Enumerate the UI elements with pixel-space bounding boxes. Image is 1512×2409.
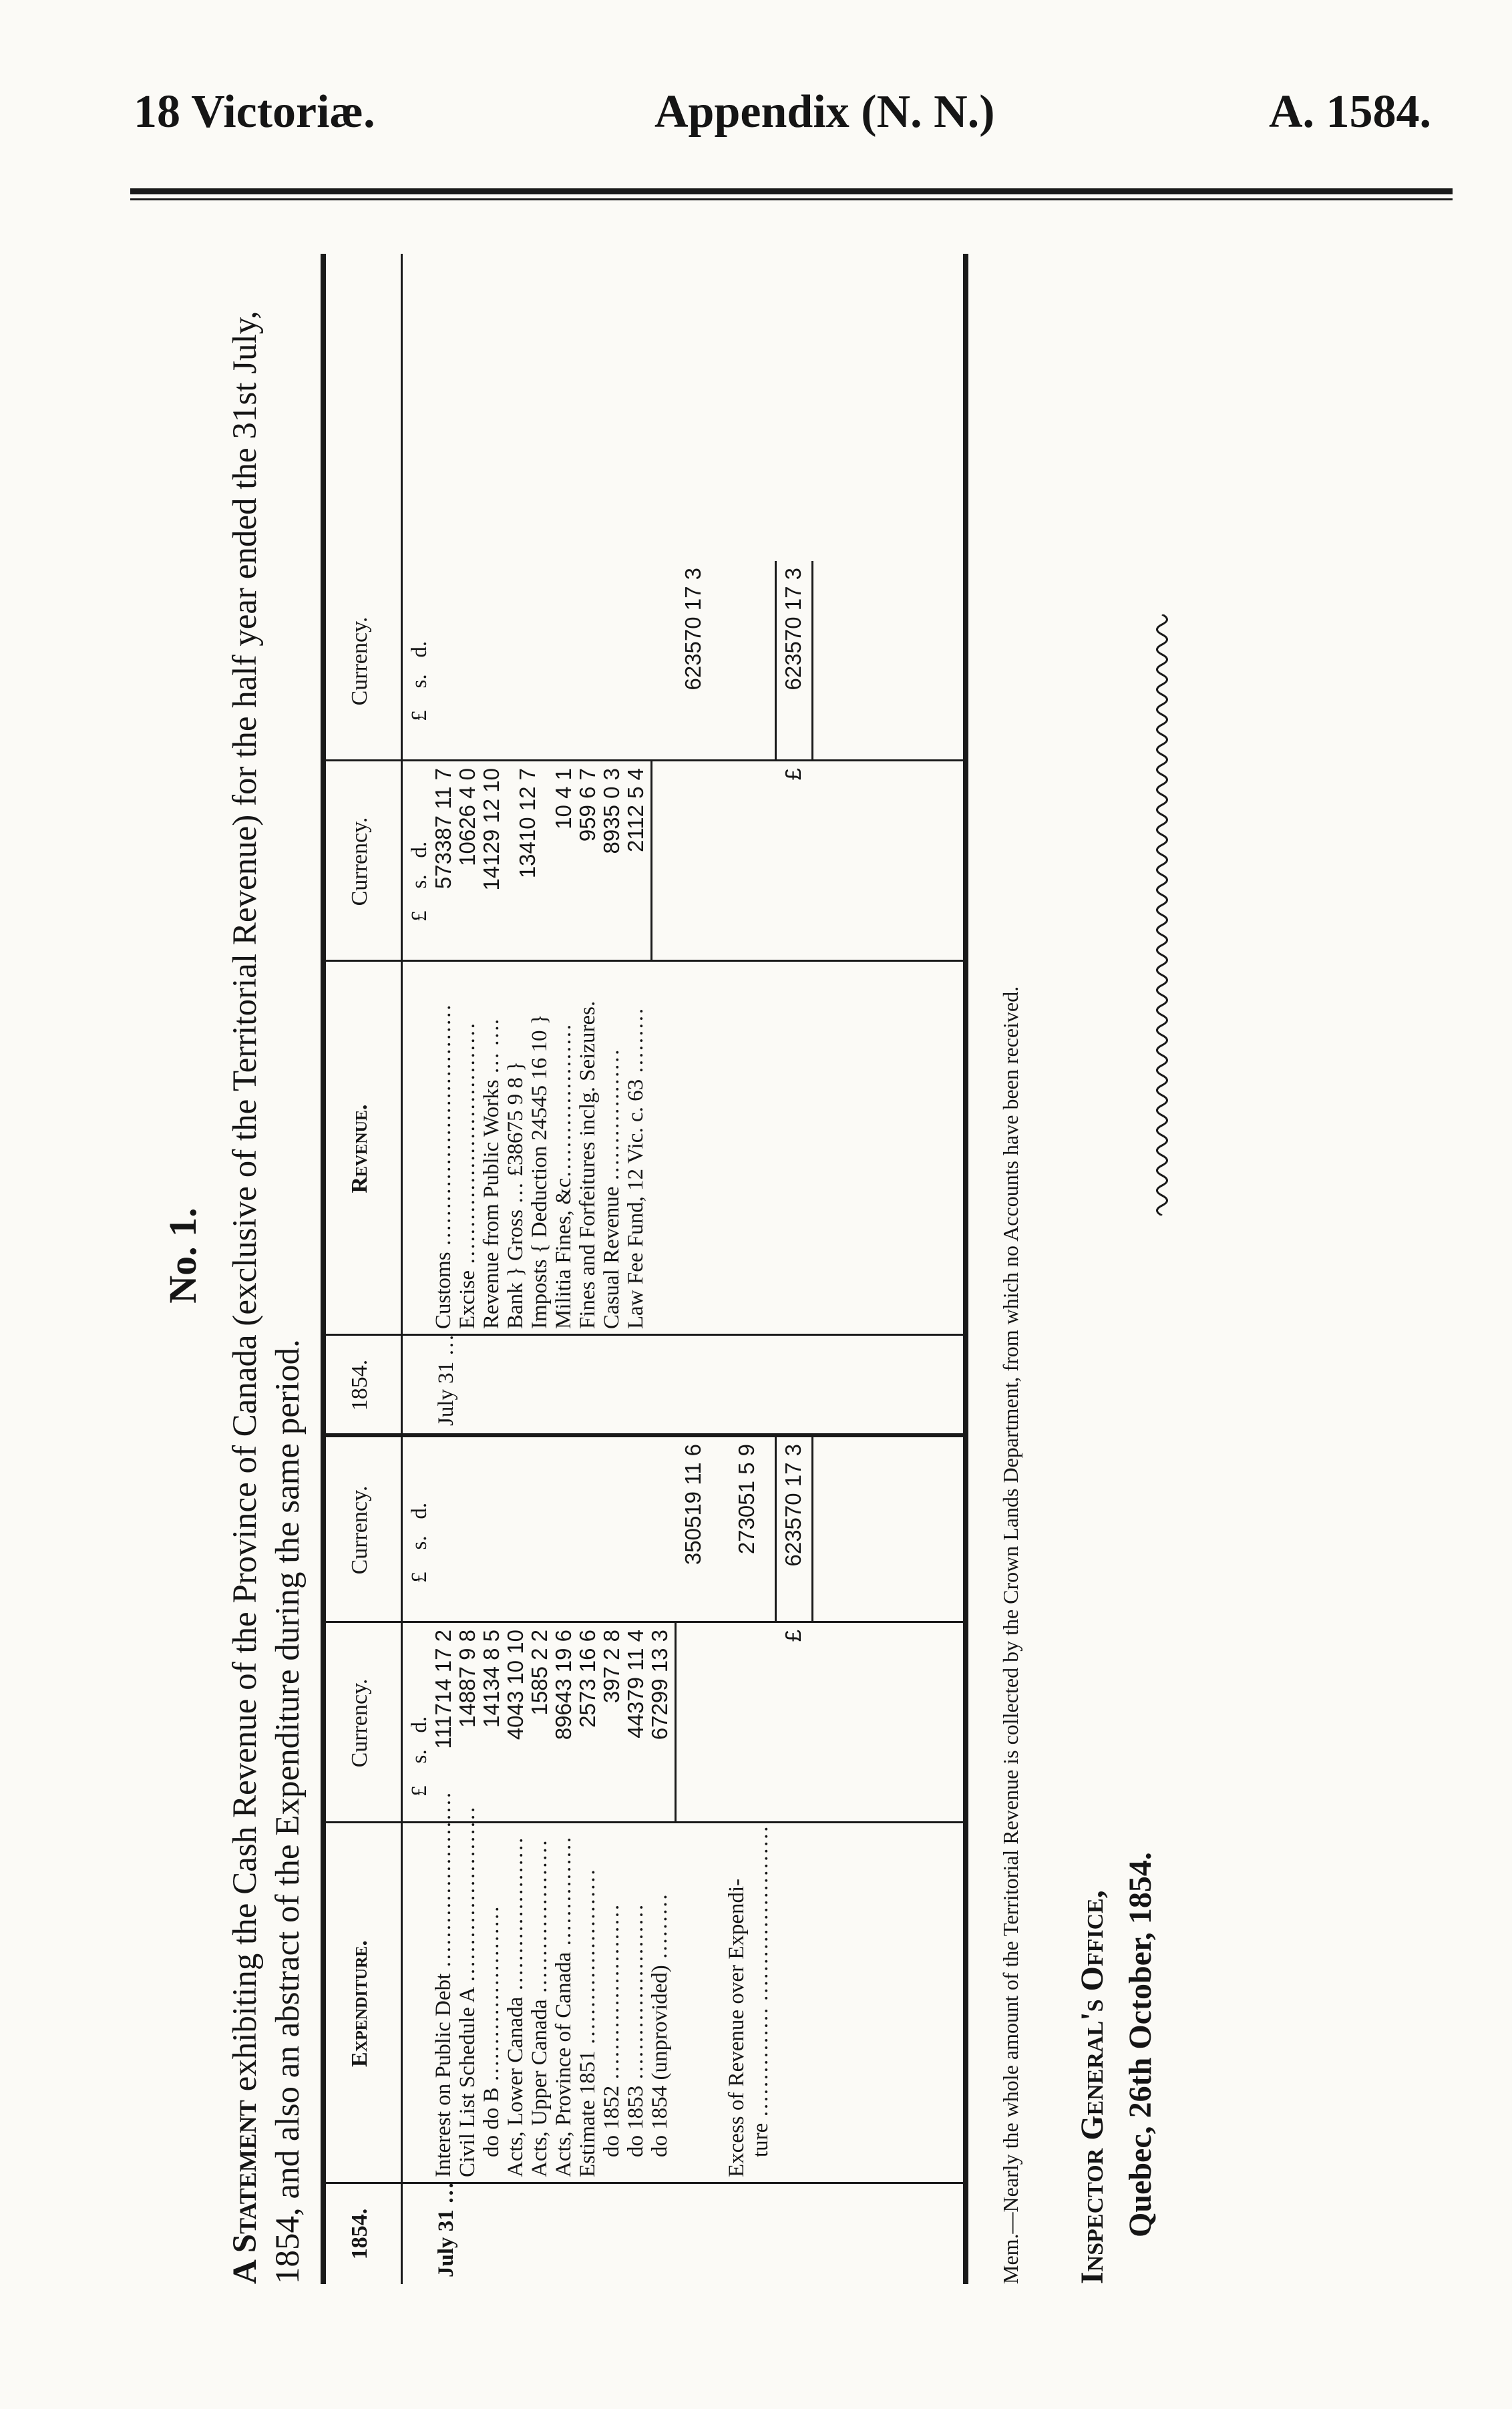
exp-label-5: Acts, Province of Canada …………… [552, 1836, 576, 2177]
col-head-year-right: 1854. [347, 1359, 372, 1411]
rev-total-rule-bottom [811, 561, 813, 761]
header-rule-thin [130, 198, 1453, 200]
exp-amount-4: 1585 2 2 [527, 1630, 552, 1716]
rev-amount-5: 10 4 1 [551, 768, 576, 829]
rev-amount-7: 8935 0 3 [599, 768, 624, 854]
rev-amount-8: 2112 5 4 [623, 768, 648, 853]
col-rule-6 [321, 759, 963, 761]
expenditure-date: July 31 … [434, 2181, 458, 2277]
exp-total-rule-bottom [811, 1437, 813, 1623]
exp-amount-1: 14887 9 8 [455, 1630, 480, 1728]
col-head-revenue: Revenue. [347, 1104, 372, 1193]
rev-total: 623570 17 3 [781, 568, 805, 691]
exp-total-rule-top [775, 1437, 777, 1623]
col-rule-4 [321, 1334, 963, 1336]
rev-amount-2: 14129 12 10 [479, 768, 504, 891]
revenue-date: July 31 … [434, 1334, 458, 1426]
rev-label-1: Excise …………………………… [455, 1022, 480, 1329]
rev-label-4: Imposts { Deduction 24545 16 10 } [528, 1014, 552, 1329]
exp-label-8: do 1853 …………………… [624, 1903, 648, 2157]
col-rule-3 [321, 1621, 963, 1623]
exp-label-0: Interest on Public Debt …………………… [431, 1791, 455, 2177]
exp-label-3: Acts, Lower Canada ………………… [504, 1837, 528, 2177]
lsd-header-1: £ s. d. [407, 1716, 431, 1797]
rev-label-2: Revenue from Public Works … …. [480, 1018, 504, 1329]
rev-label-0: Customs …………………………… [431, 1004, 455, 1329]
header-right: A. 1584. [1269, 86, 1432, 138]
exp-subtotal: 350519 11 6 [681, 1444, 705, 1565]
table-header-rule [401, 254, 403, 2284]
header-center: Appendix (N. N.) [654, 86, 995, 138]
rev-amount-6: 959 6 7 [575, 768, 600, 842]
header-left: 18 Victoriæ. [134, 86, 375, 138]
title-text: exhibiting the Cash Revenue of the Province of Canada (exclusive of the Territorial Revenue) for the half year ended the 31st July, 1854, and also an abstract of the Expenditure during the same period. [226, 311, 307, 2284]
col-head-currency-3: Currency. [347, 817, 372, 906]
exp-pound-mark: £ [781, 1630, 805, 1642]
lsd-header-3: £ s. d. [407, 841, 431, 922]
document-number: No. 1. [161, 1208, 204, 1304]
office-signature [1069, 1852, 1165, 2284]
rev-label-6: Fines and Forfeitures inclg. Seizures. [576, 1000, 600, 1329]
rev-subtotal: 623570 17 3 [681, 568, 705, 691]
rev-total-rule-top [775, 561, 777, 761]
col-rule-mid [321, 1433, 963, 1437]
statement-table [321, 254, 968, 2284]
rotated-statement [160, 227, 1443, 2284]
excess-amount: 273051 5 9 [734, 1444, 759, 1555]
rev-label-3: Bank } Gross … £38675 9 8 } [504, 1061, 528, 1329]
exp-amount-2: 14134 8 5 [479, 1630, 504, 1728]
col-head-currency-1: Currency. [347, 1678, 372, 1768]
exp-amount-5: 89643 19 6 [551, 1630, 576, 1740]
office-line-1: Inspector General's Office, [1075, 1890, 1110, 2284]
excess-label-line1: Excess of Revenue over Expendi- [725, 1878, 749, 2177]
lsd-header-2: £ s. d. [407, 1502, 431, 1583]
col-rule-1 [321, 2182, 963, 2184]
exp-amount-0: 111714 17 2 [431, 1630, 455, 1749]
rev-subtotal-rule [650, 761, 652, 962]
rev-label-5: Militia Fines, &c………………… [552, 1023, 576, 1329]
exp-amount-3: 4043 10 10 [503, 1630, 528, 1740]
office-line-2: Quebec, 26th October, 1854. [1123, 1852, 1158, 2237]
col-rule-2 [321, 1821, 963, 1823]
exp-label-9: do 1854 (unprovided) ……… [648, 1893, 672, 2157]
statement-title [224, 267, 309, 2284]
table-bottom-rule [963, 254, 968, 2284]
col-rule-5 [321, 960, 963, 962]
col-head-year-left: 1854. [347, 2208, 372, 2260]
rev-pound-mark: £ [781, 768, 805, 781]
exp-amount-8: 44379 11 4 [623, 1630, 648, 1738]
rev-label-7: Casual Revenue ……………… [600, 1049, 624, 1329]
rev-amount-1: 10626 4 0 [455, 768, 480, 866]
header-rule-thick [130, 188, 1453, 194]
col-head-currency-2: Currency. [347, 1485, 372, 1575]
exp-total: 623570 17 3 [781, 1444, 805, 1567]
exp-label-2: do do B …………………… [480, 1905, 504, 2157]
exp-label-6: Estimate 1851 …………………… [576, 1869, 600, 2177]
exp-amount-7: 397 2 8 [599, 1630, 624, 1704]
col-head-expenditure: Expenditure. [347, 1940, 372, 2067]
title-lead: A Statement [226, 2100, 264, 2284]
memorandum: Mem.—Nearly the whole amount of the Territorial Revenue is collected by the Crown Lands Department, from which no Accounts have been received. [998, 986, 1022, 2284]
col-head-currency-4: Currency. [347, 616, 372, 706]
table-top-rule [321, 254, 326, 2284]
lsd-header-4: £ s. d. [407, 640, 431, 721]
decorative-wavy-rule [1149, 614, 1175, 1216]
exp-subtotal-rule [675, 1623, 677, 1823]
exp-label-1: Civil List Schedule A …………………… [455, 1806, 480, 2177]
rev-amount-0: 573387 11 7 [431, 768, 455, 890]
exp-amount-9: 67299 13 3 [647, 1630, 672, 1740]
exp-label-4: Acts, Upper Canada ………………… [528, 1839, 552, 2177]
rev-label-8: Law Fee Fund, 12 Vic. c. 63 ……… [624, 1007, 648, 1329]
exp-amount-6: 2573 16 6 [575, 1630, 600, 1728]
excess-label-line2: ture …………… …………………… [749, 1825, 773, 2157]
rev-amount-4: 13410 12 7 [515, 768, 540, 879]
exp-label-7: do 1852 …………………… [600, 1903, 624, 2157]
